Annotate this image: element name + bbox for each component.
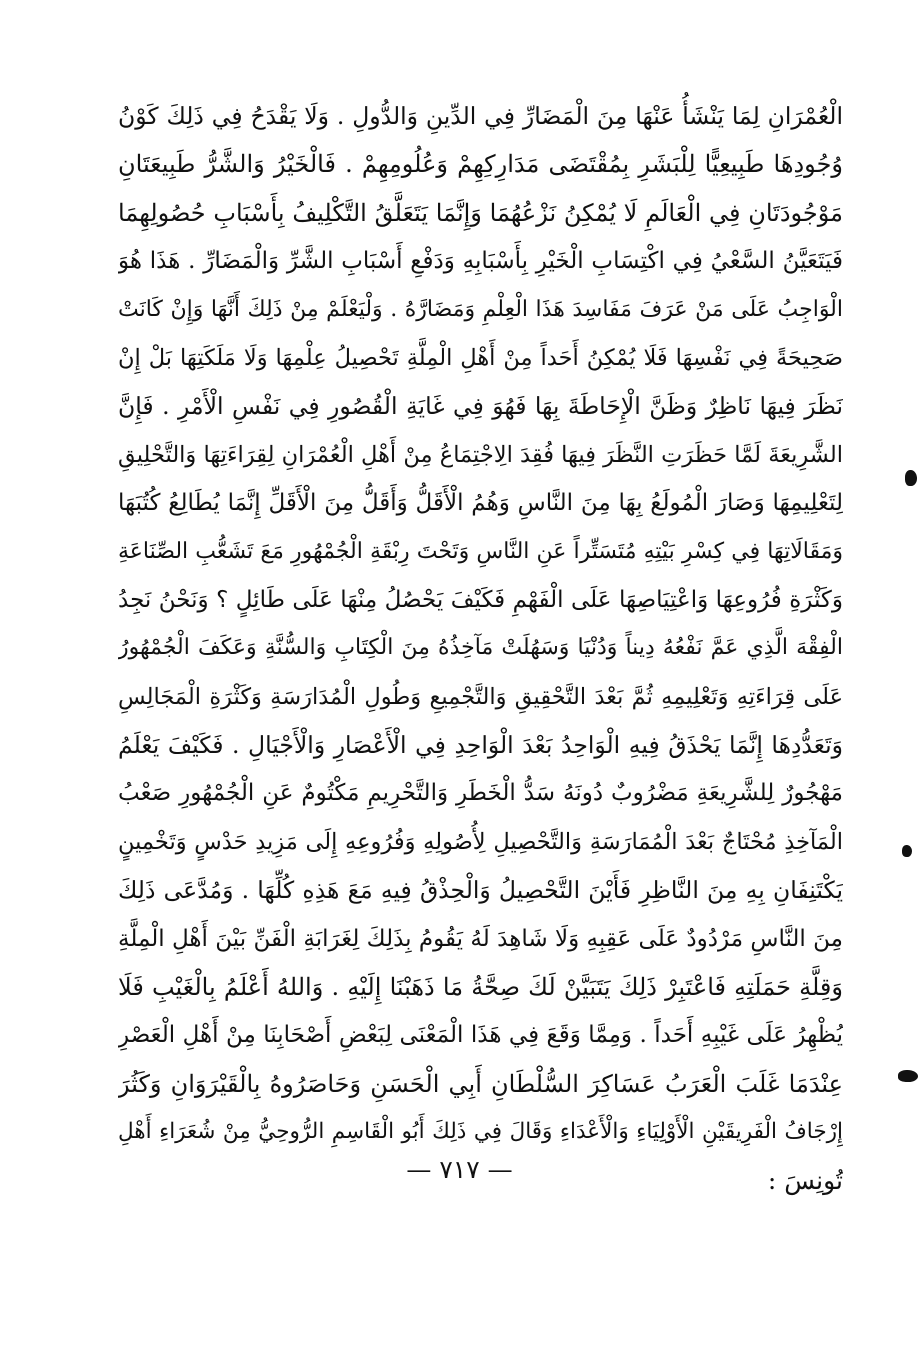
text-line-8: الشَّرِيعَةَ لَمَّا حَظَرَتِ النَّظَرَ فِيهَا فُقِدَ الِاجْتِمَاعُ مِنْ أَهْلِ الْعُمْرَانِ لِقِرَاءَتِهَا وَالتَّحْلِيقِ <box>118 441 843 468</box>
text-line-2: وُجُودِهَا طَبِيعِيًّا لِلْبَشَرِ بِمُقْتَضَى مَدَارِكِهِمْ وَعُلُومِهِمْ . فَالْخَيْرُ وَالشَّرُّ طَبِيعَتَانِ <box>118 150 843 179</box>
text-line-5: الْوَاجِبُ عَلَى مَنْ عَرَفَ مَفَاسِدَ هَذَا الْعِلْمِ وَمَضَارَّهُ . وَلْيَعْلَمْ مِنْ ذَلِكَ أَنَّهَا وَإِنْ كَانَتْ <box>118 296 843 322</box>
text-line-14: وَتَعَدُّدِهَا إِنَّمَا يَحْذَقُ فِيهِ الْوَاحِدُ بَعْدَ الْوَاحِدِ فِي الْأَعْصَارِ وَالْأَجْيَالِ . فَكَيْفَ يَعْلَمُ <box>118 731 843 760</box>
text-line-19: وَقِلَّةِ حَمَلَتِهِ فَاعْتَبِرْ ذَلِكَ يَتَبَيَّنْ لَكَ صِحَّةُ مَا ذَهَبْنَا إِلَيْهِ . وَاللهُ أَعْلَمُ بِالْغَيْبِ فَلَا <box>118 973 843 1002</box>
text-line-15: مَهْجُورٌ لِلشَّرِيعَةِ مَضْرُوبٌ دُونَهُ سَدُّ الْخَطَرِ وَالتَّحْرِيمِ مَكْتُومٌ عَنِ الْجُمْهُورِ صَعْبُ <box>118 780 843 807</box>
text-line-22: إِرْجَافُ الْفَرِيقَيْنِ الْأَوْلِيَاءِ وَالْأَعْدَاءِ وَقَالَ فِي ذَلِكَ أَبُو الْقَاسِمِ الرُّوحِيُّ مِنْ شُعَرَاءِ أَهْلِ <box>118 1119 843 1145</box>
text-line-10: وَمَقَالَاتِهَا فِي كِسْرِ بَيْتِهِ مُتَسَتِّراً عَنِ النَّاسِ وَتَحْتَ رِبْقَةِ الْجُمْهُورِ مَعَ تَشَعُّبِ الصِّنَاعَةِ <box>118 538 843 564</box>
text-line-16: الْمَآخِذِ مُحْتَاجٌ بَعْدَ الْمُمَارَسَةِ وَالتَّحْصِيلِ لِأُصُولِهِ وَفُرُوعِهِ إِلَى مَزِيدِ حَدْسٍ وَتَخْمِينٍ <box>118 828 843 855</box>
text-line-6: صَحِيحَةً فِي نَفْسِهَا فَلَا يُمْكِنُ أَحَداً مِنْ أَهْلِ الْمِلَّةِ تَحْصِيلُ عِلْمِهَا وَلَا مَلَكَتِهَا بَلْ إِنْ <box>118 344 843 371</box>
body-text <box>118 92 843 1205</box>
scan-mark-ink-spot <box>902 845 912 857</box>
text-line-20: يُظْهِرُ عَلَى غَيْبِهِ أَحَداً . وَمِمَّا وَقَعَ فِي هَذَا الْمَعْنَى لِبَعْضِ أَصْحَابِنَا مِنْ أَهْلِ الْعَصْرِ <box>118 1022 843 1049</box>
text-line-17: يَكْتَنِفَانِ بِهِ مِنَ النَّاظِرِ فَأَيْنَ التَّحْصِيلُ وَالْحِذْقُ فِيهِ مَعَ هَذِهِ كُلِّهَا . وَمُدَّعَى ذَلِكَ <box>118 876 843 905</box>
text-line-13: عَلَى قِرَاءَتِهِ وَتَعْلِيمِهِ ثُمَّ بَعْدَ التَّحْقِيقِ وَالتَّجْمِيعِ وَطُولِ الْمُدَارَسَةِ وَكَثْرَةِ الْمَجَالِسِ <box>118 683 843 710</box>
text-line-12: الْفِقْهَ الَّذِي عَمَّ نَفْعُهُ دِيناً وَدُنْيَا وَسَهُلَتْ مَآخِذُهُ مِنَ الْكِتَابِ وَالسُّنَّةِ وَعَكَفَ الْجُمْهُورُ <box>118 635 843 661</box>
text-line-21: عِنْدَمَا غَلَبَ الْعَرَبُ عَسَاكِرَ السُّلْطَانِ أَبِي الْحَسَنِ وَحَاصَرُوهُ بِالْقَيْرَوَانِ وَكَثُرَ <box>118 1069 843 1098</box>
text-line-3: مَوْجُودَتَانِ فِي الْعَالَمِ لَا يُمْكِنُ نَزْعُهُمَا وَإِنَّمَا يَتَعَلَّقُ التَّكْلِيفُ بِأَسْبَابِ حُصُولِهِمَا <box>118 198 843 227</box>
text-line-11: وَكَثْرَةِ فُرُوعِهَا وَاعْتِيَاصِهَا عَلَى الْفَهْمِ فَكَيْفَ يَحْصُلُ مِنْهَا عَلَى طَائِلٍ ؟ وَنَحْنُ نَجِدُ <box>118 586 843 613</box>
text-line-4: فَيَتَعَيَّنُ السَّعْيُ فِي اكْتِسَابِ الْخَيْرِ بِأَسْبَابِهِ وَدَفْعِ أَسْبَابِ الشَّرِّ وَالْمَضَارِّ . هَذَا هُوَ <box>118 248 843 275</box>
text-line-23: تُونِسَ : <box>767 1165 843 1195</box>
scan-mark-ink-spot <box>898 1070 918 1082</box>
text-line-9: لِتَعْلِيمِهَا وَصَارَ الْمُولَعُ بِهَا مِنَ النَّاسِ وَهُمُ الْأَقَلُّ وَأَقَلُّ مِنَ الْأَقَلِّ إِنَّمَا يُطَالِعُ كُتُبَهَا <box>118 490 843 517</box>
page-number: — ٧١٧ — <box>406 1155 513 1184</box>
text-line-7: نَظَرَ فِيهَا نَاظِرٌ وَظَنَّ الْإِحَاطَةَ بِهَا فَهُوَ فِي غَايَةِ الْقُصُورِ فِي نَفْسِ الْأَمْرِ . فَإِنَّ <box>118 392 843 421</box>
scan-mark-ink-spot <box>905 470 917 486</box>
text-line-1: الْعُمْرَانِ لِمَا يَنْشَأُ عَنْهَا مِنَ الْمَضَارِّ فِي الدِّينِ وَالدُّولِ . وَلَا يَقْدَحُ فِي ذَلِكَ كَوْنُ <box>118 102 843 130</box>
text-line-18: مِنَ النَّاسِ مَرْدُودٌ عَلَى عَقِبِهِ وَلَا شَاهِدَ لَهُ يَقُومُ بِذَلِكَ لِغَرَابَةِ الْفَنِّ بَيْنَ أَهْلِ الْمِلَّةِ <box>118 925 843 952</box>
